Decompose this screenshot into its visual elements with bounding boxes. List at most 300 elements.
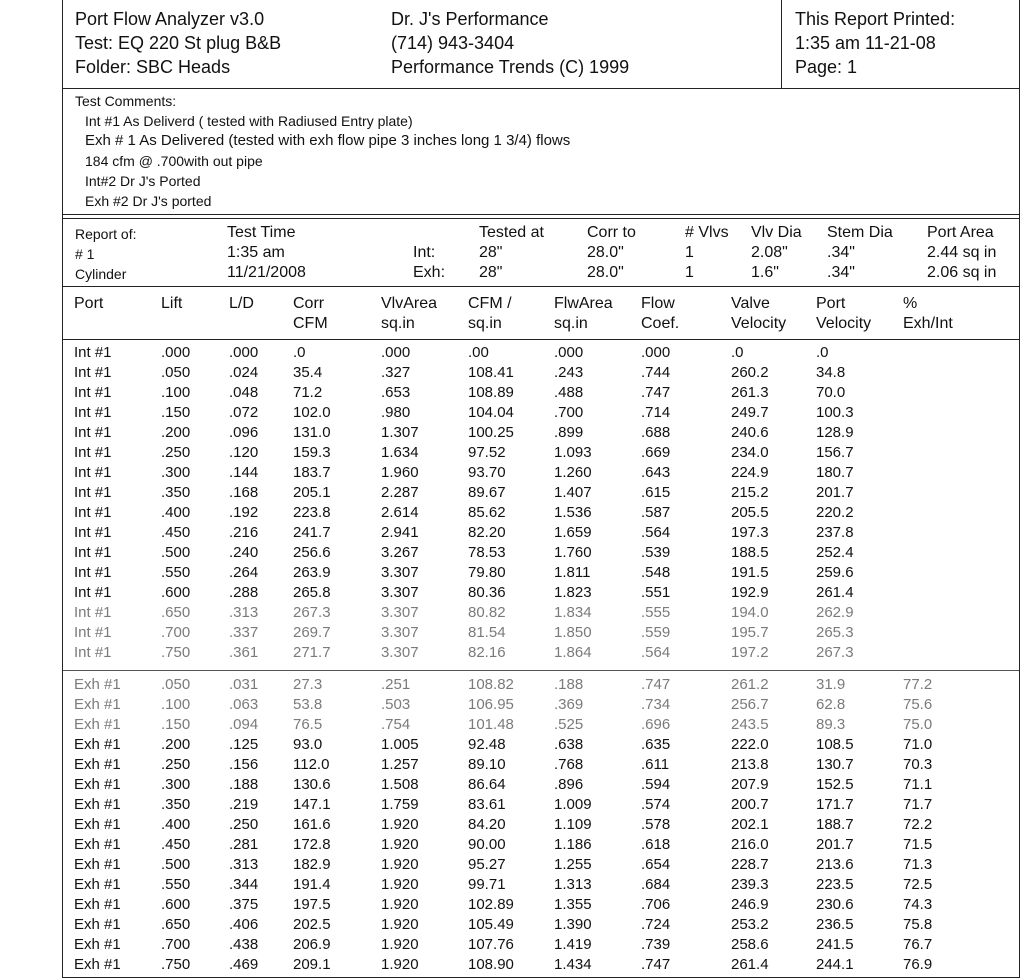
cell-ld: .344 <box>229 876 259 893</box>
cell-lift: .150 <box>161 404 191 421</box>
cell-cfm-per-sqin: 108.41 <box>468 364 514 381</box>
cell-lift: .350 <box>161 796 191 813</box>
cell-ld: .375 <box>229 896 259 913</box>
exh-tested-at: 28" <box>479 264 503 281</box>
cell-flow-coef: .615 <box>641 484 671 501</box>
cell-corr-cfm: 130.6 <box>293 776 331 793</box>
cell-port: Exh #1 <box>74 876 121 893</box>
cell-vlv-area: 3.267 <box>381 544 419 561</box>
cell-flow-coef: .635 <box>641 736 671 753</box>
cell-lift: .650 <box>161 916 191 933</box>
cell-ld: .156 <box>229 756 259 773</box>
cell-flw-area: .369 <box>554 696 584 713</box>
cell-vlv-area: .653 <box>381 384 411 401</box>
cell-ld: .438 <box>229 936 259 953</box>
cell-vlv-area: 3.307 <box>381 584 419 601</box>
cell-pct-exh-int: 75.8 <box>903 916 933 933</box>
cell-flow-coef: .747 <box>641 384 671 401</box>
exh-stem-dia: .34" <box>827 264 855 281</box>
column-header-port-velocity-line-2: Velocity <box>816 315 872 332</box>
cell-flw-area: 1.009 <box>554 796 592 813</box>
cell-flow-coef: .706 <box>641 896 671 913</box>
report-cylinder: Cylinder <box>75 266 127 282</box>
cell-port: Int #1 <box>74 584 112 601</box>
cell-valve-velocity: 249.7 <box>731 404 769 421</box>
cell-lift: .500 <box>161 544 191 561</box>
divider-header <box>63 88 1019 89</box>
header-left-line-3: Folder: SBC Heads <box>75 57 231 77</box>
vlv-dia-label: Vlv Dia <box>751 224 802 241</box>
cell-corr-cfm: 147.1 <box>293 796 331 813</box>
cell-ld: .063 <box>229 696 259 713</box>
cell-lift: .450 <box>161 524 191 541</box>
cell-port-velocity: 89.3 <box>816 716 846 733</box>
cell-lift: .200 <box>161 424 191 441</box>
cell-valve-velocity: 222.0 <box>731 736 769 753</box>
cell-valve-velocity: 191.5 <box>731 564 769 581</box>
cell-valve-velocity: 207.9 <box>731 776 769 793</box>
cell-port-velocity: 31.9 <box>816 676 846 693</box>
header-divider <box>781 0 782 88</box>
cell-flw-area: 1.864 <box>554 644 592 661</box>
cell-lift: .000 <box>161 344 191 361</box>
cell-port-velocity: 213.6 <box>816 856 854 873</box>
cell-lift: .600 <box>161 584 191 601</box>
cell-ld: .072 <box>229 404 259 421</box>
cell-flow-coef: .747 <box>641 956 671 973</box>
cell-cfm-per-sqin: 105.49 <box>468 916 514 933</box>
header-left-line-1: Port Flow Analyzer v3.0 <box>75 9 265 29</box>
cell-lift: .700 <box>161 936 191 953</box>
cell-cfm-per-sqin: 107.76 <box>468 936 514 953</box>
cell-port: Int #1 <box>74 404 112 421</box>
cell-pct-exh-int: 71.7 <box>903 796 933 813</box>
cell-flw-area: 1.419 <box>554 936 592 953</box>
cell-cfm-per-sqin: 93.70 <box>468 464 506 481</box>
cell-valve-velocity: 215.2 <box>731 484 769 501</box>
cell-vlv-area: 3.307 <box>381 644 419 661</box>
cell-lift: .250 <box>161 444 191 461</box>
cell-port-velocity: 180.7 <box>816 464 854 481</box>
cell-flow-coef: .559 <box>641 624 671 641</box>
cell-valve-velocity: 188.5 <box>731 544 769 561</box>
cell-flw-area: 1.659 <box>554 524 592 541</box>
cell-ld: .031 <box>229 676 259 693</box>
cell-flw-area: 1.536 <box>554 504 592 521</box>
column-header-flow-coef-line-1: Flow <box>641 295 675 312</box>
cell-flw-area: 1.434 <box>554 956 592 973</box>
cell-lift: .050 <box>161 364 191 381</box>
cell-cfm-per-sqin: 108.89 <box>468 384 514 401</box>
cell-flow-coef: .739 <box>641 936 671 953</box>
header-middle-line-3: Performance Trends (C) 1999 <box>391 57 630 77</box>
cell-lift: .300 <box>161 464 191 481</box>
cell-valve-velocity: 200.7 <box>731 796 769 813</box>
cell-flw-area: 1.186 <box>554 836 592 853</box>
cell-corr-cfm: 159.3 <box>293 444 331 461</box>
cell-flw-area: 1.811 <box>554 564 591 581</box>
cell-valve-velocity: 243.5 <box>731 716 769 733</box>
comments-title: Test Comments: <box>75 93 177 109</box>
cell-corr-cfm: 267.3 <box>293 604 331 621</box>
cell-lift: .550 <box>161 564 191 581</box>
comment-line-3: 184 cfm @ .700with out pipe <box>85 153 263 169</box>
cell-valve-velocity: 261.4 <box>731 956 769 973</box>
cell-vlv-area: 3.307 <box>381 564 419 581</box>
cell-port-velocity: 265.3 <box>816 624 854 641</box>
cell-flow-coef: .548 <box>641 564 671 581</box>
header-middle-line-2: (714) 943-3404 <box>391 33 515 53</box>
cell-flow-coef: .000 <box>641 344 671 361</box>
cell-port-velocity: 230.6 <box>816 896 854 913</box>
cell-cfm-per-sqin: .00 <box>468 344 489 361</box>
comment-line-5: Exh #2 Dr J's ported <box>85 193 212 209</box>
cell-lift: .200 <box>161 736 191 753</box>
cell-ld: .048 <box>229 384 259 401</box>
cell-vlv-area: .503 <box>381 696 411 713</box>
cell-port: Exh #1 <box>74 796 121 813</box>
cell-corr-cfm: 197.5 <box>293 896 331 913</box>
cell-vlv-area: 1.920 <box>381 956 419 973</box>
comment-line-2: Exh # 1 As Delivered (tested with exh flow pipe 3 inches long 1 3/4) flows <box>85 132 571 149</box>
cell-lift: .150 <box>161 716 191 733</box>
cell-valve-velocity: 216.0 <box>731 836 769 853</box>
column-header-valve-velocity-line-2: Velocity <box>731 315 787 332</box>
cell-corr-cfm: 241.7 <box>293 524 331 541</box>
cell-valve-velocity: 253.2 <box>731 916 769 933</box>
cell-ld: .192 <box>229 504 259 521</box>
column-header-vlv-area-line-2: sq.in <box>381 315 415 332</box>
cell-port: Int #1 <box>74 384 112 401</box>
cell-port: Exh #1 <box>74 776 121 793</box>
exh-corr-to: 28.0" <box>587 264 624 281</box>
cell-lift: .750 <box>161 956 191 973</box>
cell-port: Int #1 <box>74 504 112 521</box>
cell-port-velocity: 267.3 <box>816 644 854 661</box>
cell-ld: .337 <box>229 624 259 641</box>
cell-lift: .100 <box>161 384 191 401</box>
cell-port-velocity: 70.0 <box>816 384 846 401</box>
cell-pct-exh-int: 71.0 <box>903 736 933 753</box>
cell-corr-cfm: 263.9 <box>293 564 331 581</box>
cell-port: Int #1 <box>74 544 112 561</box>
cell-port: Int #1 <box>74 364 112 381</box>
cell-flw-area: .000 <box>554 344 584 361</box>
cell-cfm-per-sqin: 92.48 <box>468 736 506 753</box>
header-right-line-2: 1:35 am 11-21-08 <box>795 33 936 53</box>
cell-valve-velocity: 213.8 <box>731 756 769 773</box>
column-header-vlv-area-line-1: VlvArea <box>381 295 438 312</box>
cell-port: Int #1 <box>74 604 112 621</box>
cell-flow-coef: .611 <box>641 756 670 773</box>
cell-corr-cfm: 269.7 <box>293 624 331 641</box>
cell-port-velocity: 62.8 <box>816 696 846 713</box>
exh-port-area: 2.06 sq in <box>927 264 997 281</box>
cell-port-velocity: .0 <box>816 344 829 361</box>
cell-cfm-per-sqin: 106.95 <box>468 696 514 713</box>
cell-port: Exh #1 <box>74 756 121 773</box>
cell-flow-coef: .578 <box>641 816 671 833</box>
cell-port: Exh #1 <box>74 956 121 973</box>
comment-line-1: Int #1 As Deliverd ( tested with Radiused Entry plate) <box>85 113 413 129</box>
cell-vlv-area: 2.614 <box>381 504 419 521</box>
cell-flow-coef: .564 <box>641 644 671 661</box>
report-of-label: Report of: <box>75 226 137 242</box>
cell-flow-coef: .669 <box>641 444 671 461</box>
cell-flow-coef: .551 <box>641 584 671 601</box>
port-area-label: Port Area <box>927 224 994 241</box>
cell-vlv-area: 3.307 <box>381 604 419 621</box>
cell-port-velocity: 34.8 <box>816 364 846 381</box>
cell-port: Int #1 <box>74 644 112 661</box>
cell-flw-area: .243 <box>554 364 584 381</box>
cell-port: Int #1 <box>74 424 112 441</box>
cell-flw-area: 1.834 <box>554 604 592 621</box>
column-header-port-line-1: Port <box>74 295 104 312</box>
column-header-lift-line-1: Lift <box>161 295 183 312</box>
cell-flw-area: 1.850 <box>554 624 592 641</box>
column-header-pct-exh-int-line-1: % <box>903 295 918 312</box>
cell-port: Exh #1 <box>74 816 121 833</box>
cell-flow-coef: .594 <box>641 776 671 793</box>
cell-vlv-area: .251 <box>381 676 411 693</box>
cell-flw-area: 1.407 <box>554 484 592 501</box>
cell-port-velocity: 241.5 <box>816 936 854 953</box>
cell-vlv-area: 1.634 <box>381 444 419 461</box>
cell-vlv-area: 1.920 <box>381 896 419 913</box>
cell-lift: .350 <box>161 484 191 501</box>
column-header-ld-line-1: L/D <box>229 295 254 312</box>
tested-at-label: Tested at <box>479 224 544 241</box>
cell-corr-cfm: 256.6 <box>293 544 331 561</box>
cell-pct-exh-int: 71.1 <box>903 776 933 793</box>
header-right-line-3: Page: 1 <box>795 57 858 77</box>
cell-ld: .281 <box>229 836 259 853</box>
cell-pct-exh-int: 70.3 <box>903 756 933 773</box>
column-header-cfm-per-sqin-line-2: sq.in <box>468 315 502 332</box>
cell-vlv-area: .754 <box>381 716 411 733</box>
cell-valve-velocity: 261.3 <box>731 384 769 401</box>
cell-port-velocity: 100.3 <box>816 404 854 421</box>
cell-corr-cfm: 53.8 <box>293 696 323 713</box>
cell-lift: .500 <box>161 856 191 873</box>
cell-vlv-area: 1.920 <box>381 836 419 853</box>
cell-valve-velocity: 197.2 <box>731 644 769 661</box>
cell-port: Exh #1 <box>74 856 121 873</box>
column-header-cfm-per-sqin-line-1: CFM / <box>468 295 512 312</box>
cell-corr-cfm: 93.0 <box>293 736 323 753</box>
cell-lift: .400 <box>161 504 191 521</box>
cell-corr-cfm: 76.5 <box>293 716 323 733</box>
cell-flw-area: .488 <box>554 384 584 401</box>
cell-flow-coef: .654 <box>641 856 671 873</box>
cell-flow-coef: .744 <box>641 364 671 381</box>
cell-corr-cfm: 35.4 <box>293 364 323 381</box>
cell-cfm-per-sqin: 82.20 <box>468 524 506 541</box>
cell-corr-cfm: 209.1 <box>293 956 331 973</box>
cell-lift: .050 <box>161 676 191 693</box>
cell-valve-velocity: 239.3 <box>731 876 769 893</box>
report-number: # 1 <box>75 246 95 262</box>
int-vlv-dia: 2.08" <box>751 244 788 261</box>
cell-port-velocity: 130.7 <box>816 756 854 773</box>
cell-ld: .313 <box>229 604 259 621</box>
cell-corr-cfm: 27.3 <box>293 676 323 693</box>
cell-flw-area: .768 <box>554 756 584 773</box>
cell-cfm-per-sqin: 80.82 <box>468 604 506 621</box>
cell-vlv-area: 1.920 <box>381 856 419 873</box>
stem-dia-label: Stem Dia <box>827 224 893 241</box>
cell-cfm-per-sqin: 79.80 <box>468 564 506 581</box>
cell-vlv-area: 1.920 <box>381 816 419 833</box>
cell-ld: .361 <box>229 644 259 661</box>
cell-flw-area: .899 <box>554 424 584 441</box>
cell-port-velocity: 201.7 <box>816 836 854 853</box>
cell-flw-area: 1.109 <box>554 816 592 833</box>
cell-cfm-per-sqin: 82.16 <box>468 644 506 661</box>
report-page <box>62 0 1020 978</box>
cell-flow-coef: .696 <box>641 716 671 733</box>
cell-valve-velocity: 246.9 <box>731 896 769 913</box>
divider-intake-exhaust <box>63 670 1019 671</box>
cell-vlv-area: 1.920 <box>381 936 419 953</box>
cell-corr-cfm: .0 <box>293 344 306 361</box>
cell-lift: .250 <box>161 756 191 773</box>
exh-vlv-dia: 1.6" <box>751 264 779 281</box>
cell-port: Int #1 <box>74 564 112 581</box>
cell-lift: .450 <box>161 836 191 853</box>
column-header-flow-coef-line-2: Coef. <box>641 315 680 332</box>
cell-ld: .469 <box>229 956 259 973</box>
cell-pct-exh-int: 75.6 <box>903 696 933 713</box>
cell-valve-velocity: 234.0 <box>731 444 769 461</box>
cell-cfm-per-sqin: 108.82 <box>468 676 514 693</box>
int-vlvs: 1 <box>685 244 694 261</box>
cell-flow-coef: .555 <box>641 604 671 621</box>
cell-port-velocity: 152.5 <box>816 776 854 793</box>
cell-port-velocity: 188.7 <box>816 816 854 833</box>
column-header-flw-area-line-2: sq.in <box>554 315 588 332</box>
cell-vlv-area: .980 <box>381 404 411 421</box>
cell-vlv-area: 2.287 <box>381 484 419 501</box>
cell-pct-exh-int: 72.5 <box>903 876 933 893</box>
cell-corr-cfm: 202.5 <box>293 916 331 933</box>
cell-port: Int #1 <box>74 464 112 481</box>
cell-port: Int #1 <box>74 624 112 641</box>
cell-cfm-per-sqin: 102.89 <box>468 896 514 913</box>
cell-corr-cfm: 131.0 <box>293 424 331 441</box>
cell-ld: .096 <box>229 424 259 441</box>
cell-ld: .240 <box>229 544 259 561</box>
cell-flw-area: .638 <box>554 736 584 753</box>
cell-valve-velocity: .0 <box>731 344 744 361</box>
cell-port-velocity: 223.5 <box>816 876 854 893</box>
cell-cfm-per-sqin: 86.64 <box>468 776 506 793</box>
int-stem-dia: .34" <box>827 244 855 261</box>
cell-corr-cfm: 206.9 <box>293 936 331 953</box>
cell-ld: .219 <box>229 796 259 813</box>
cell-flw-area: 1.355 <box>554 896 592 913</box>
cell-ld: .250 <box>229 816 259 833</box>
divider-comments-bottom <box>63 218 1019 219</box>
cell-valve-velocity: 260.2 <box>731 364 769 381</box>
cell-corr-cfm: 112.0 <box>293 756 330 773</box>
cell-lift: .650 <box>161 604 191 621</box>
cell-port: Int #1 <box>74 524 112 541</box>
cell-cfm-per-sqin: 95.27 <box>468 856 506 873</box>
cell-corr-cfm: 271.7 <box>293 644 331 661</box>
cell-port: Int #1 <box>74 444 112 461</box>
cell-port-velocity: 244.1 <box>816 956 854 973</box>
cell-ld: .144 <box>229 464 259 481</box>
cell-cfm-per-sqin: 78.53 <box>468 544 506 561</box>
column-header-valve-velocity-line-1: Valve <box>731 295 770 312</box>
cell-valve-velocity: 205.5 <box>731 504 769 521</box>
cell-pct-exh-int: 72.2 <box>903 816 933 833</box>
cell-vlv-area: 1.257 <box>381 756 419 773</box>
cell-vlv-area: 1.920 <box>381 876 419 893</box>
cell-vlv-area: 1.005 <box>381 736 419 753</box>
cell-pct-exh-int: 76.9 <box>903 956 933 973</box>
cell-flow-coef: .587 <box>641 504 671 521</box>
header-middle-line-1: Dr. J's Performance <box>391 9 549 29</box>
cell-cfm-per-sqin: 80.36 <box>468 584 506 601</box>
cell-flow-coef: .747 <box>641 676 671 693</box>
int-tested-at: 28" <box>479 244 503 261</box>
cell-valve-velocity: 258.6 <box>731 936 769 953</box>
cell-ld: .120 <box>229 444 259 461</box>
cell-lift: .400 <box>161 816 191 833</box>
cell-vlv-area: 1.307 <box>381 424 419 441</box>
cell-lift: .300 <box>161 776 191 793</box>
cell-vlv-area: .000 <box>381 344 411 361</box>
cell-flow-coef: .574 <box>641 796 671 813</box>
cell-port: Exh #1 <box>74 736 121 753</box>
cell-valve-velocity: 192.9 <box>731 584 769 601</box>
cell-valve-velocity: 197.3 <box>731 524 769 541</box>
cell-lift: .700 <box>161 624 191 641</box>
cell-cfm-per-sqin: 108.90 <box>468 956 514 973</box>
cell-flow-coef: .734 <box>641 696 671 713</box>
corr-to-label: Corr to <box>587 224 636 241</box>
cell-ld: .406 <box>229 916 259 933</box>
cell-flw-area: 1.255 <box>554 856 592 873</box>
cell-port-velocity: 108.5 <box>816 736 854 753</box>
column-header-pct-exh-int-line-2: Exh/Int <box>903 315 953 332</box>
cell-corr-cfm: 71.2 <box>293 384 323 401</box>
test-time-label: Test Time <box>227 224 296 241</box>
cell-ld: .216 <box>229 524 259 541</box>
test-date-value: 11/21/2008 <box>227 264 306 281</box>
cell-cfm-per-sqin: 104.04 <box>468 404 514 421</box>
cell-cfm-per-sqin: 84.20 <box>468 816 506 833</box>
cell-cfm-per-sqin: 100.25 <box>468 424 514 441</box>
cell-flow-coef: .724 <box>641 916 671 933</box>
cell-port: Exh #1 <box>74 676 121 693</box>
cell-valve-velocity: 224.9 <box>731 464 769 481</box>
divider-comments-top <box>63 214 1019 215</box>
int-corr-to: 28.0" <box>587 244 624 261</box>
cell-valve-velocity: 261.2 <box>731 676 769 693</box>
cell-lift: .100 <box>161 696 191 713</box>
cell-port-velocity: 128.9 <box>816 424 854 441</box>
cell-valve-velocity: 202.1 <box>731 816 769 833</box>
cell-cfm-per-sqin: 97.52 <box>468 444 506 461</box>
cell-ld: .000 <box>229 344 259 361</box>
cell-port: Int #1 <box>74 484 112 501</box>
cell-port-velocity: 236.5 <box>816 916 854 933</box>
cell-pct-exh-int: 77.2 <box>903 676 933 693</box>
